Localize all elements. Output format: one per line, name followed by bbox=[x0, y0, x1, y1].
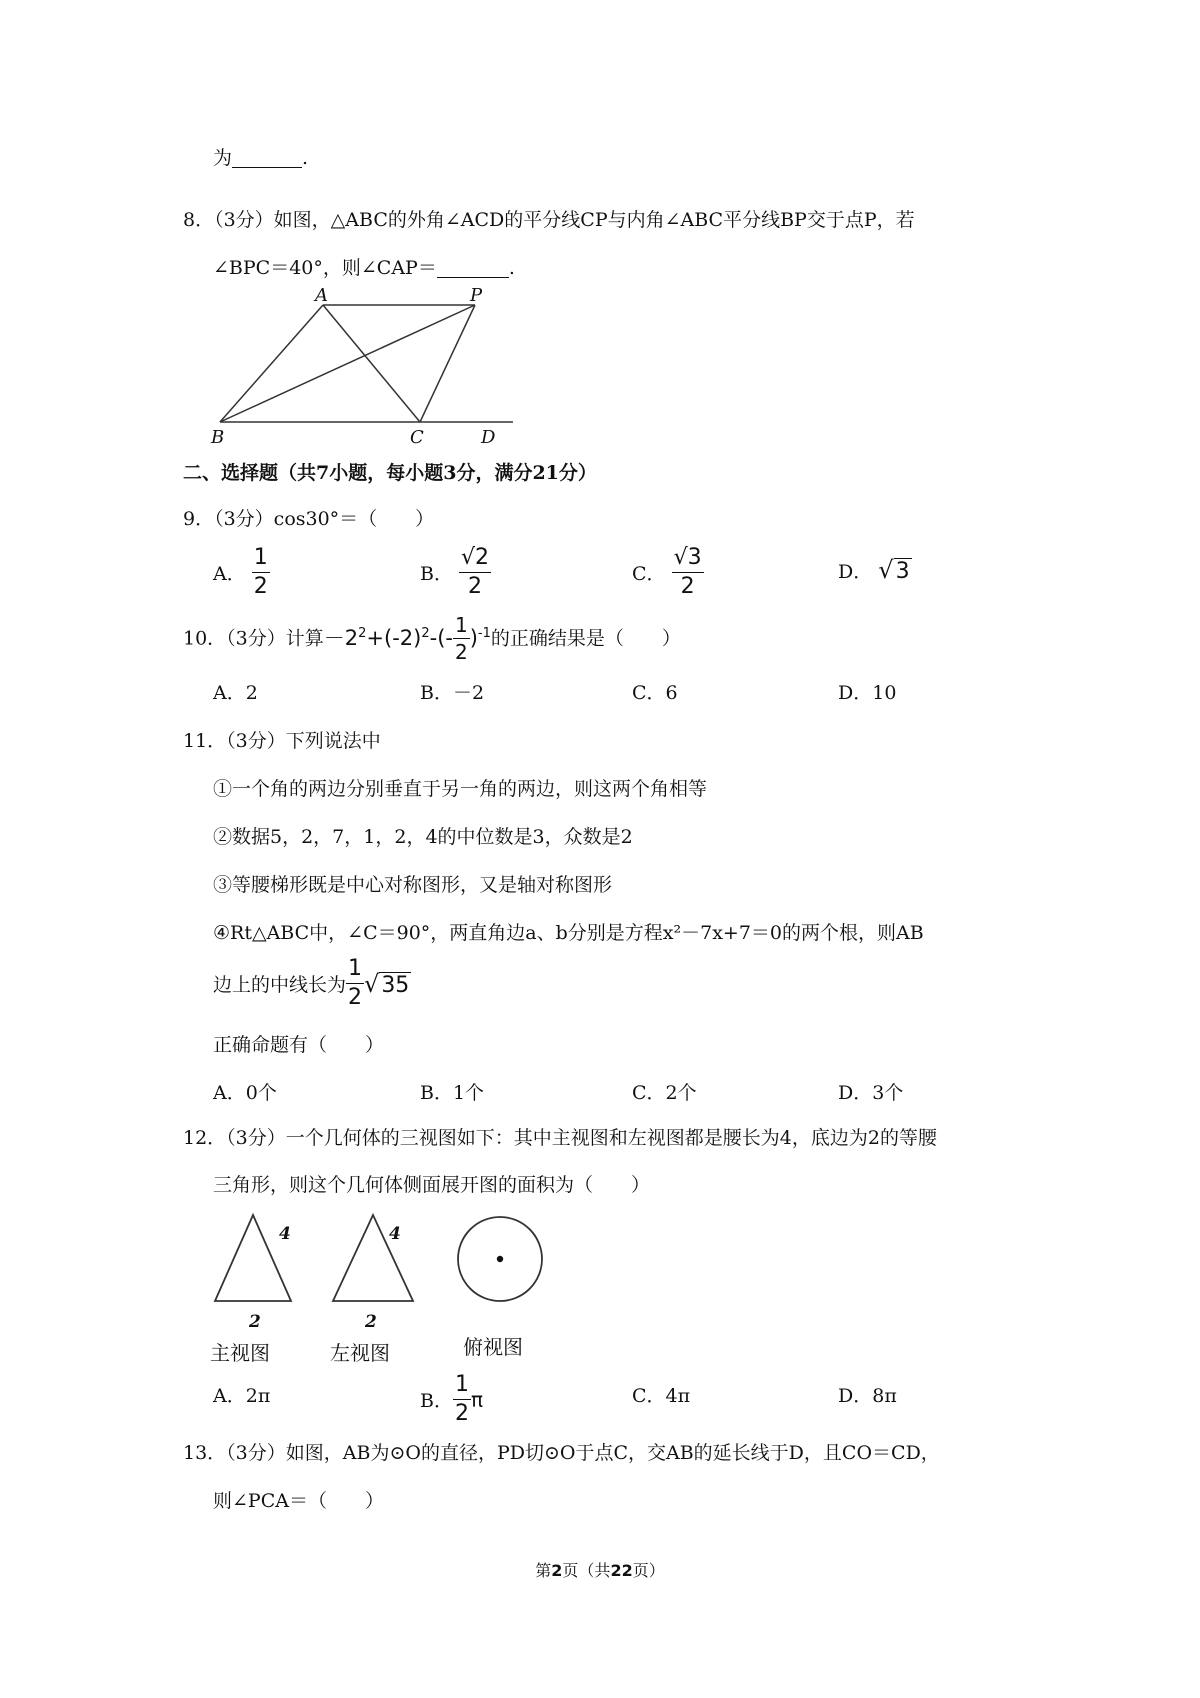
point-b-label: B bbox=[211, 427, 225, 448]
q13-stem-line1: 13．（3分）如图，AB为⊙O的直径，PD切⊙O于点C，交AB的延长线于D，且CO＝CD， bbox=[183, 1442, 940, 1464]
page-footer: 第2页（共22页） bbox=[535, 1561, 665, 1580]
line-bp bbox=[220, 305, 475, 422]
page-number: 2 bbox=[551, 1561, 563, 1580]
q11-question: 正确命题有（ ） bbox=[213, 1034, 385, 1056]
point-a-label: A bbox=[315, 285, 328, 306]
q10-stem: 10．（3分）计算$-2^2+(-2)^2-(-$ $\frac{1}{2}$ )$^{-1}$的正确结果是（ ） bbox=[183, 613, 681, 664]
q13-stem-line2: 则∠PCA＝（ ） bbox=[213, 1490, 384, 1512]
q7-tail: 为 . bbox=[213, 147, 309, 169]
q9-option-c[interactable]: C． $\frac{√3}{2}$ bbox=[632, 545, 702, 599]
q11-option-c[interactable]: C．2个 bbox=[632, 1082, 697, 1104]
q11-statement-4-line2: 边上的中线长为 $\frac{1}{2}$ √ 35 bbox=[213, 956, 410, 1010]
q12-option-c[interactable]: C．4π bbox=[632, 1385, 691, 1407]
q11-statement-1: ①一个角的两边分别垂直于另一角的两边，则这两个角相等 bbox=[213, 778, 708, 800]
q12-stem-line2: 三角形，则这个几何体侧面展开图的面积为（ ） bbox=[213, 1174, 651, 1196]
front-view-base-label: 2 bbox=[249, 1312, 261, 1332]
q7-answer-blank[interactable] bbox=[232, 147, 302, 168]
front-view-side-label: 4 bbox=[279, 1224, 291, 1244]
fraction: $\frac{√3}{2}$ bbox=[673, 545, 702, 599]
q10-option-a[interactable]: A．2 bbox=[213, 682, 258, 704]
q11-statement-2: ②数据5，2，7，1，2，4的中位数是3，众数是2 bbox=[213, 826, 633, 848]
left-view-caption: 左视图 bbox=[330, 1341, 390, 1365]
left-view-side-label: 4 bbox=[389, 1224, 401, 1244]
q9-option-d[interactable]: D． √ 3 bbox=[838, 556, 910, 584]
fraction: $\frac{1}{2}$ bbox=[348, 956, 363, 1010]
q10-option-d[interactable]: D．10 bbox=[838, 682, 897, 704]
radical: √ 3 bbox=[878, 556, 910, 584]
line-ab bbox=[220, 305, 323, 422]
q9-stem: 9．（3分）cos30°＝（ ） bbox=[183, 508, 435, 530]
page-total: 22 bbox=[610, 1561, 633, 1580]
point-p-label: P bbox=[470, 285, 483, 306]
q9-option-a[interactable]: A． $\frac{1}{2}$ bbox=[213, 545, 268, 599]
q11-stem: 11．（3分）下列说法中 bbox=[183, 730, 381, 752]
left-view-triangle bbox=[333, 1215, 413, 1301]
left-view-base-label: 2 bbox=[365, 1312, 377, 1332]
radical: √ 35 bbox=[364, 969, 410, 998]
q9-option-b[interactable]: B． $\frac{√2}{2}$ bbox=[420, 545, 490, 599]
q12-three-views-figure bbox=[205, 1205, 565, 1365]
point-c-label: C bbox=[410, 427, 424, 448]
section-2-heading: 二、选择题（共7小题，每小题3分，满分21分） bbox=[183, 462, 597, 484]
q10-expression: $-2^2+(-2)^2-(-$ $\frac{1}{2}$ )$^{-1}$ bbox=[323, 613, 491, 664]
q11-option-b[interactable]: B．1个 bbox=[420, 1082, 485, 1104]
q8-stem-line2: ∠BPC＝40°，则∠CAP＝ . bbox=[213, 257, 515, 279]
top-view-center-dot bbox=[497, 1256, 503, 1262]
fraction: $\frac{1}{2}$ bbox=[253, 545, 268, 599]
fraction: $\frac{1}{2}$ bbox=[454, 613, 468, 664]
q11-option-a[interactable]: A．0个 bbox=[213, 1082, 277, 1104]
fraction: $\frac{1}{2}$ bbox=[454, 1372, 469, 1426]
q10-option-b[interactable]: B．－2 bbox=[420, 682, 485, 704]
line-cp bbox=[420, 305, 475, 422]
point-d-label: D bbox=[481, 427, 496, 448]
line-ac bbox=[323, 305, 420, 422]
q11-statement-4-line1: ④Rt△ABC中，∠C＝90°，两直角边a、b分别是方程x²－7x+7＝0的两个根，则AB bbox=[213, 922, 924, 944]
q11-option-d[interactable]: D．3个 bbox=[838, 1082, 904, 1104]
q11-statement-3: ③等腰梯形既是中心对称图形，又是轴对称图形 bbox=[213, 874, 613, 896]
fraction: $\frac{√2}{2}$ bbox=[461, 545, 490, 599]
q10-option-c[interactable]: C．6 bbox=[632, 682, 678, 704]
q12-option-b[interactable]: B． $\frac{1}{2}$ π bbox=[420, 1372, 484, 1426]
q8-answer-blank[interactable] bbox=[437, 257, 509, 278]
front-view-caption: 主视图 bbox=[210, 1341, 270, 1365]
q12-stem-line1: 12．（3分）一个几何体的三视图如下：其中主视图和左视图都是腰长为4，底边为2的等腰 bbox=[183, 1127, 937, 1149]
q8-stem-line1: 8．（3分）如图，△ABC的外角∠ACD的平分线CP与内角∠ABC平分线BP交于点P，若 bbox=[183, 209, 915, 231]
q12-option-d[interactable]: D．8π bbox=[838, 1385, 897, 1407]
q8-figure bbox=[205, 285, 525, 450]
q12-option-a[interactable]: A．2π bbox=[213, 1385, 271, 1407]
top-view-caption: 俯视图 bbox=[463, 1335, 523, 1359]
